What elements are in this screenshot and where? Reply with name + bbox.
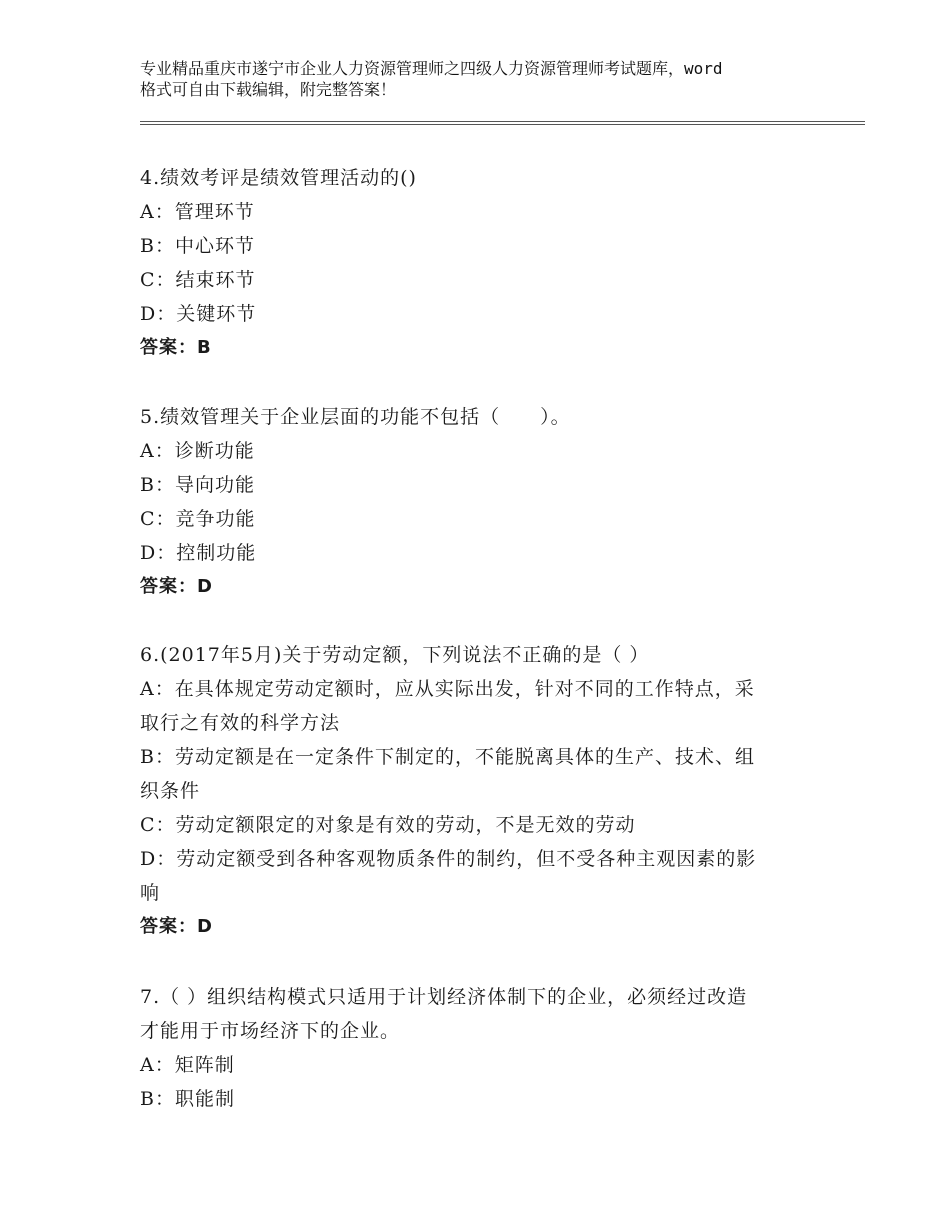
option-c: C：结束环节 bbox=[140, 269, 256, 291]
header-line-1: 专业精品重庆市遂宁市企业人力资源管理师之四级人力资源管理师考试题库，word bbox=[140, 59, 723, 78]
option-b: B：劳动定额是在一定条件下制定的，不能脱离具体的生产、技术、组 bbox=[140, 746, 755, 768]
option-d: D：关键环节 bbox=[140, 303, 257, 325]
header-line-2: 格式可自由下载编辑，附完整答案！ bbox=[140, 80, 397, 99]
answer-label: 答案：D bbox=[140, 916, 213, 937]
question-7 bbox=[140, 980, 820, 1116]
option-a: A：诊断功能 bbox=[140, 440, 255, 462]
document-header bbox=[140, 58, 830, 100]
option-a: A：在具体规定劳动定额时，应从实际出发，针对不同的工作特点，采 bbox=[140, 678, 755, 700]
option-a: A：管理环节 bbox=[140, 201, 255, 223]
header-divider-bottom bbox=[140, 124, 865, 125]
option-a-continued: 取行之有效的科学方法 bbox=[140, 712, 341, 734]
answer-label: 答案：D bbox=[140, 576, 213, 597]
answer-label: 答案：B bbox=[140, 337, 212, 358]
option-b-continued: 织条件 bbox=[140, 780, 201, 802]
option-c: C：劳动定额限定的对象是有效的劳动，不是无效的劳动 bbox=[140, 814, 636, 836]
question-4 bbox=[140, 161, 820, 365]
option-d: D：劳动定额受到各种客观物质条件的制约，但不受各种主观因素的影 bbox=[140, 848, 757, 870]
option-b: B：导向功能 bbox=[140, 474, 255, 496]
option-c: C：竞争功能 bbox=[140, 508, 256, 530]
option-d: D：控制功能 bbox=[140, 542, 257, 564]
question-stem: 5.绩效管理关于企业层面的功能不包括（ ）。 bbox=[140, 406, 571, 428]
question-6 bbox=[140, 638, 820, 944]
option-b: B：中心环节 bbox=[140, 235, 255, 257]
question-stem: 4.绩效考评是绩效管理活动的() bbox=[140, 167, 417, 189]
header-divider-top bbox=[140, 121, 865, 122]
option-d-continued: 响 bbox=[140, 882, 161, 904]
question-stem: 6.(2017年5月)关于劳动定额，下列说法不正确的是（ ） bbox=[140, 644, 650, 666]
option-a: A：矩阵制 bbox=[140, 1054, 235, 1076]
question-stem: 7.（ ）组织结构模式只适用于计划经济体制下的企业，必须经过改造 bbox=[140, 986, 748, 1008]
option-b: B：职能制 bbox=[140, 1088, 235, 1110]
question-5 bbox=[140, 400, 820, 604]
question-stem-continued: 才能用于市场经济下的企业。 bbox=[140, 1020, 401, 1042]
